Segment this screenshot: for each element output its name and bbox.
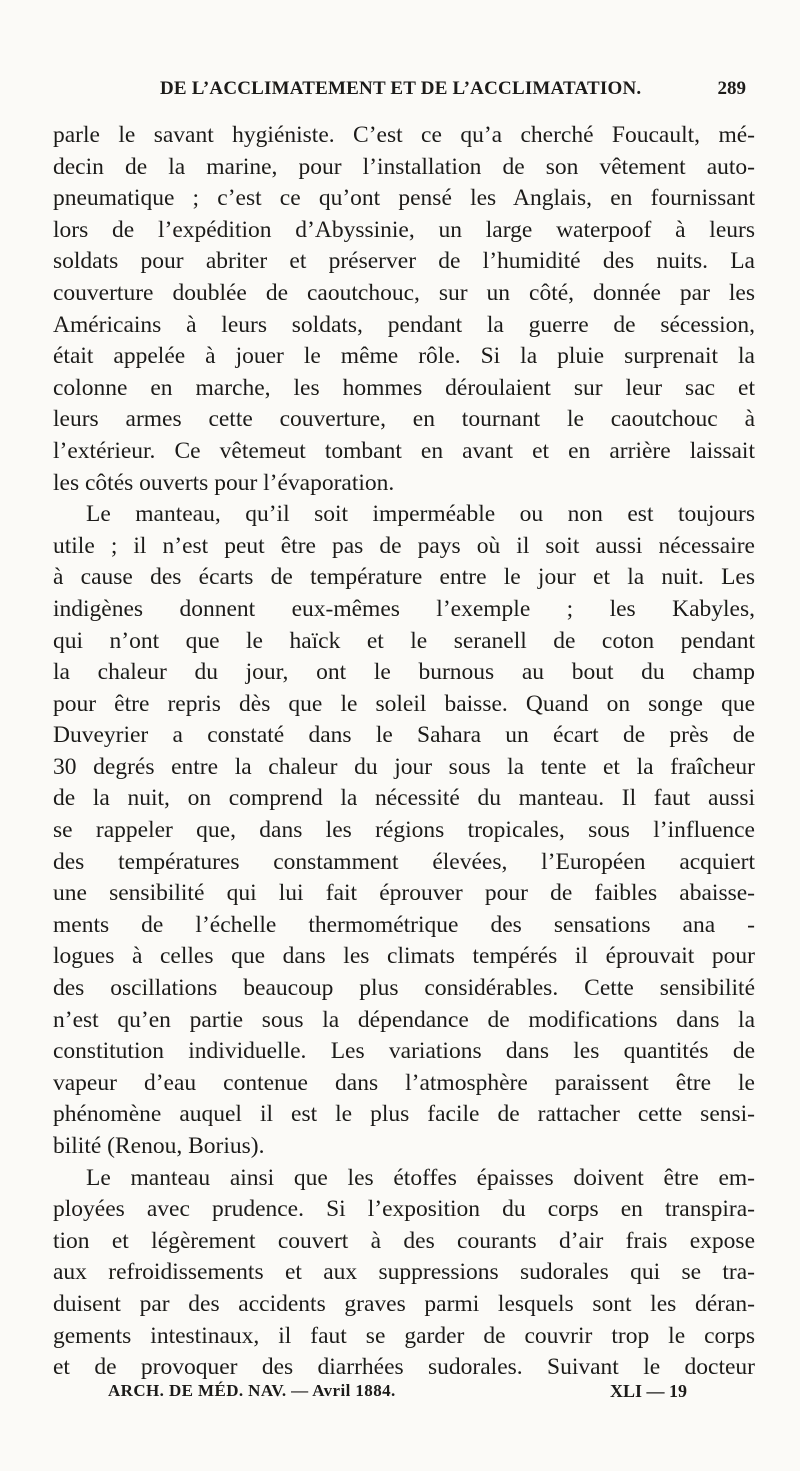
text-line: ments de l’échelle thermométrique des sensations ana - (53, 911, 755, 938)
text-line: des oscillations beaucoup plus considérables. Cette sensibilité (53, 975, 755, 1002)
text-line: constitution individuelle. Les variations dans les quantités de (53, 1038, 755, 1065)
text-line: qui n’ont que le haïck et le seranell de coton pendant (53, 627, 755, 654)
text-line: pour être repris dès que le soleil baisse. Quand on songe que (53, 690, 755, 717)
text-line: n’est qu’en partie sous la dépendance de modifications dans la (53, 1006, 755, 1033)
page-header (30, 78, 770, 108)
page-footer (0, 1381, 800, 1411)
text-line: lors de l’expédition d’Abyssinie, un large waterpoof à leurs (53, 216, 755, 243)
text-line: et de provoquer des diarrhées sudorales. Suivant le docteur (53, 1354, 755, 1381)
text-line: Le manteau, qu’il soit imperméable ou non est toujours (86, 501, 755, 528)
text-line: leurs armes cette couverture, en tournant le caoutchouc à (53, 406, 755, 433)
text-line: vapeur d’eau contenue dans l’atmosphère paraissent être le (53, 1069, 755, 1096)
running-title: DE L’ACCLIMATEMENT ET DE L’ACCLIMATATION. (160, 78, 642, 99)
text-line: parle le savant hygiéniste. C’est ce qu’a cherché Foucault, mé- (53, 122, 755, 148)
text-line: des températures constamment élevées, l’Européen acquiert (53, 848, 755, 875)
text-line: de la nuit, on comprend la nécessité du manteau. Il faut aussi (53, 785, 755, 812)
text-line: indigènes donnent eux-mêmes l’exemple ; les Kabyles, (53, 595, 755, 622)
text-line: soldats pour abriter et préserver de l’humidité des nuits. La (53, 248, 755, 275)
text-line: duisent par des accidents graves parmi lesquels sont les déran- (53, 1290, 755, 1317)
text-line: ployées avec prudence. Si l’exposition du corps en transpira- (53, 1196, 755, 1223)
text-line: decin de la marine, pour l’installation de son vêtement auto- (53, 153, 755, 180)
text-line: les côtés ouverts pour l’évaporation. (53, 469, 395, 496)
text-line: l’extérieur. Ce vêtemeut tombant en avant et en arrière laissait (53, 437, 755, 464)
text-line: 30 degrés entre la chaleur du jour sous la tente et la fraîcheur (53, 753, 755, 780)
text-line: était appelée à jouer le même rôle. Si la pluie surprenait la (53, 343, 755, 370)
text-line: phénomène auquel il est le plus facile de rattacher cette sensi- (53, 1101, 755, 1128)
text-line: se rappeler que, dans les régions tropicales, sous l’influence (53, 817, 755, 844)
text-line: utile ; il n’est peut être pas de pays où il soit aussi nécessaire (53, 532, 755, 559)
text-line: Le manteau ainsi que les étoffes épaisses doivent être em- (86, 1164, 755, 1191)
signature-mark: XLI — 19 (610, 1381, 688, 1401)
text-line: aux refroidissements et aux suppressions sudorales qui se tra- (53, 1259, 755, 1286)
journal-citation: ARCH. DE MÉD. NAV. — Avril 1884. (108, 1381, 396, 1400)
text-line: pneumatique ; c’est ce qu’ont pensé les Anglais, en fournissant (53, 185, 755, 212)
text-line: la chaleur du jour, ont le burnous au bout du champ (53, 659, 755, 686)
text-line: à cause des écarts de température entre le jour et la nuit. Les (53, 564, 755, 591)
text-line: tion et légèrement couvert à des courants d’air frais expose (53, 1227, 755, 1254)
text-line: bilité (Renou, Borius). (53, 1133, 265, 1159)
text-line: gements intestinaux, il faut se garder de couvrir trop le corps (53, 1322, 755, 1349)
text-line: une sensibilité qui lui fait éprouver pour de faibles abaisse- (53, 880, 755, 907)
text-line: Duveyrier a constaté dans le Sahara un écart de près de (53, 722, 755, 749)
text-line: colonne en marche, les hommes déroulaient sur leur sac et (53, 374, 755, 401)
body-text (53, 120, 755, 1384)
text-line: Américains à leurs soldats, pendant la guerre de sécession, (53, 311, 755, 338)
text-line: couverture doublée de caoutchouc, sur un côté, donnée par les (53, 279, 755, 306)
text-line: logues à celles que dans les climats tempérés il éprouvait pour (53, 943, 755, 970)
page-number: 289 (717, 78, 746, 99)
